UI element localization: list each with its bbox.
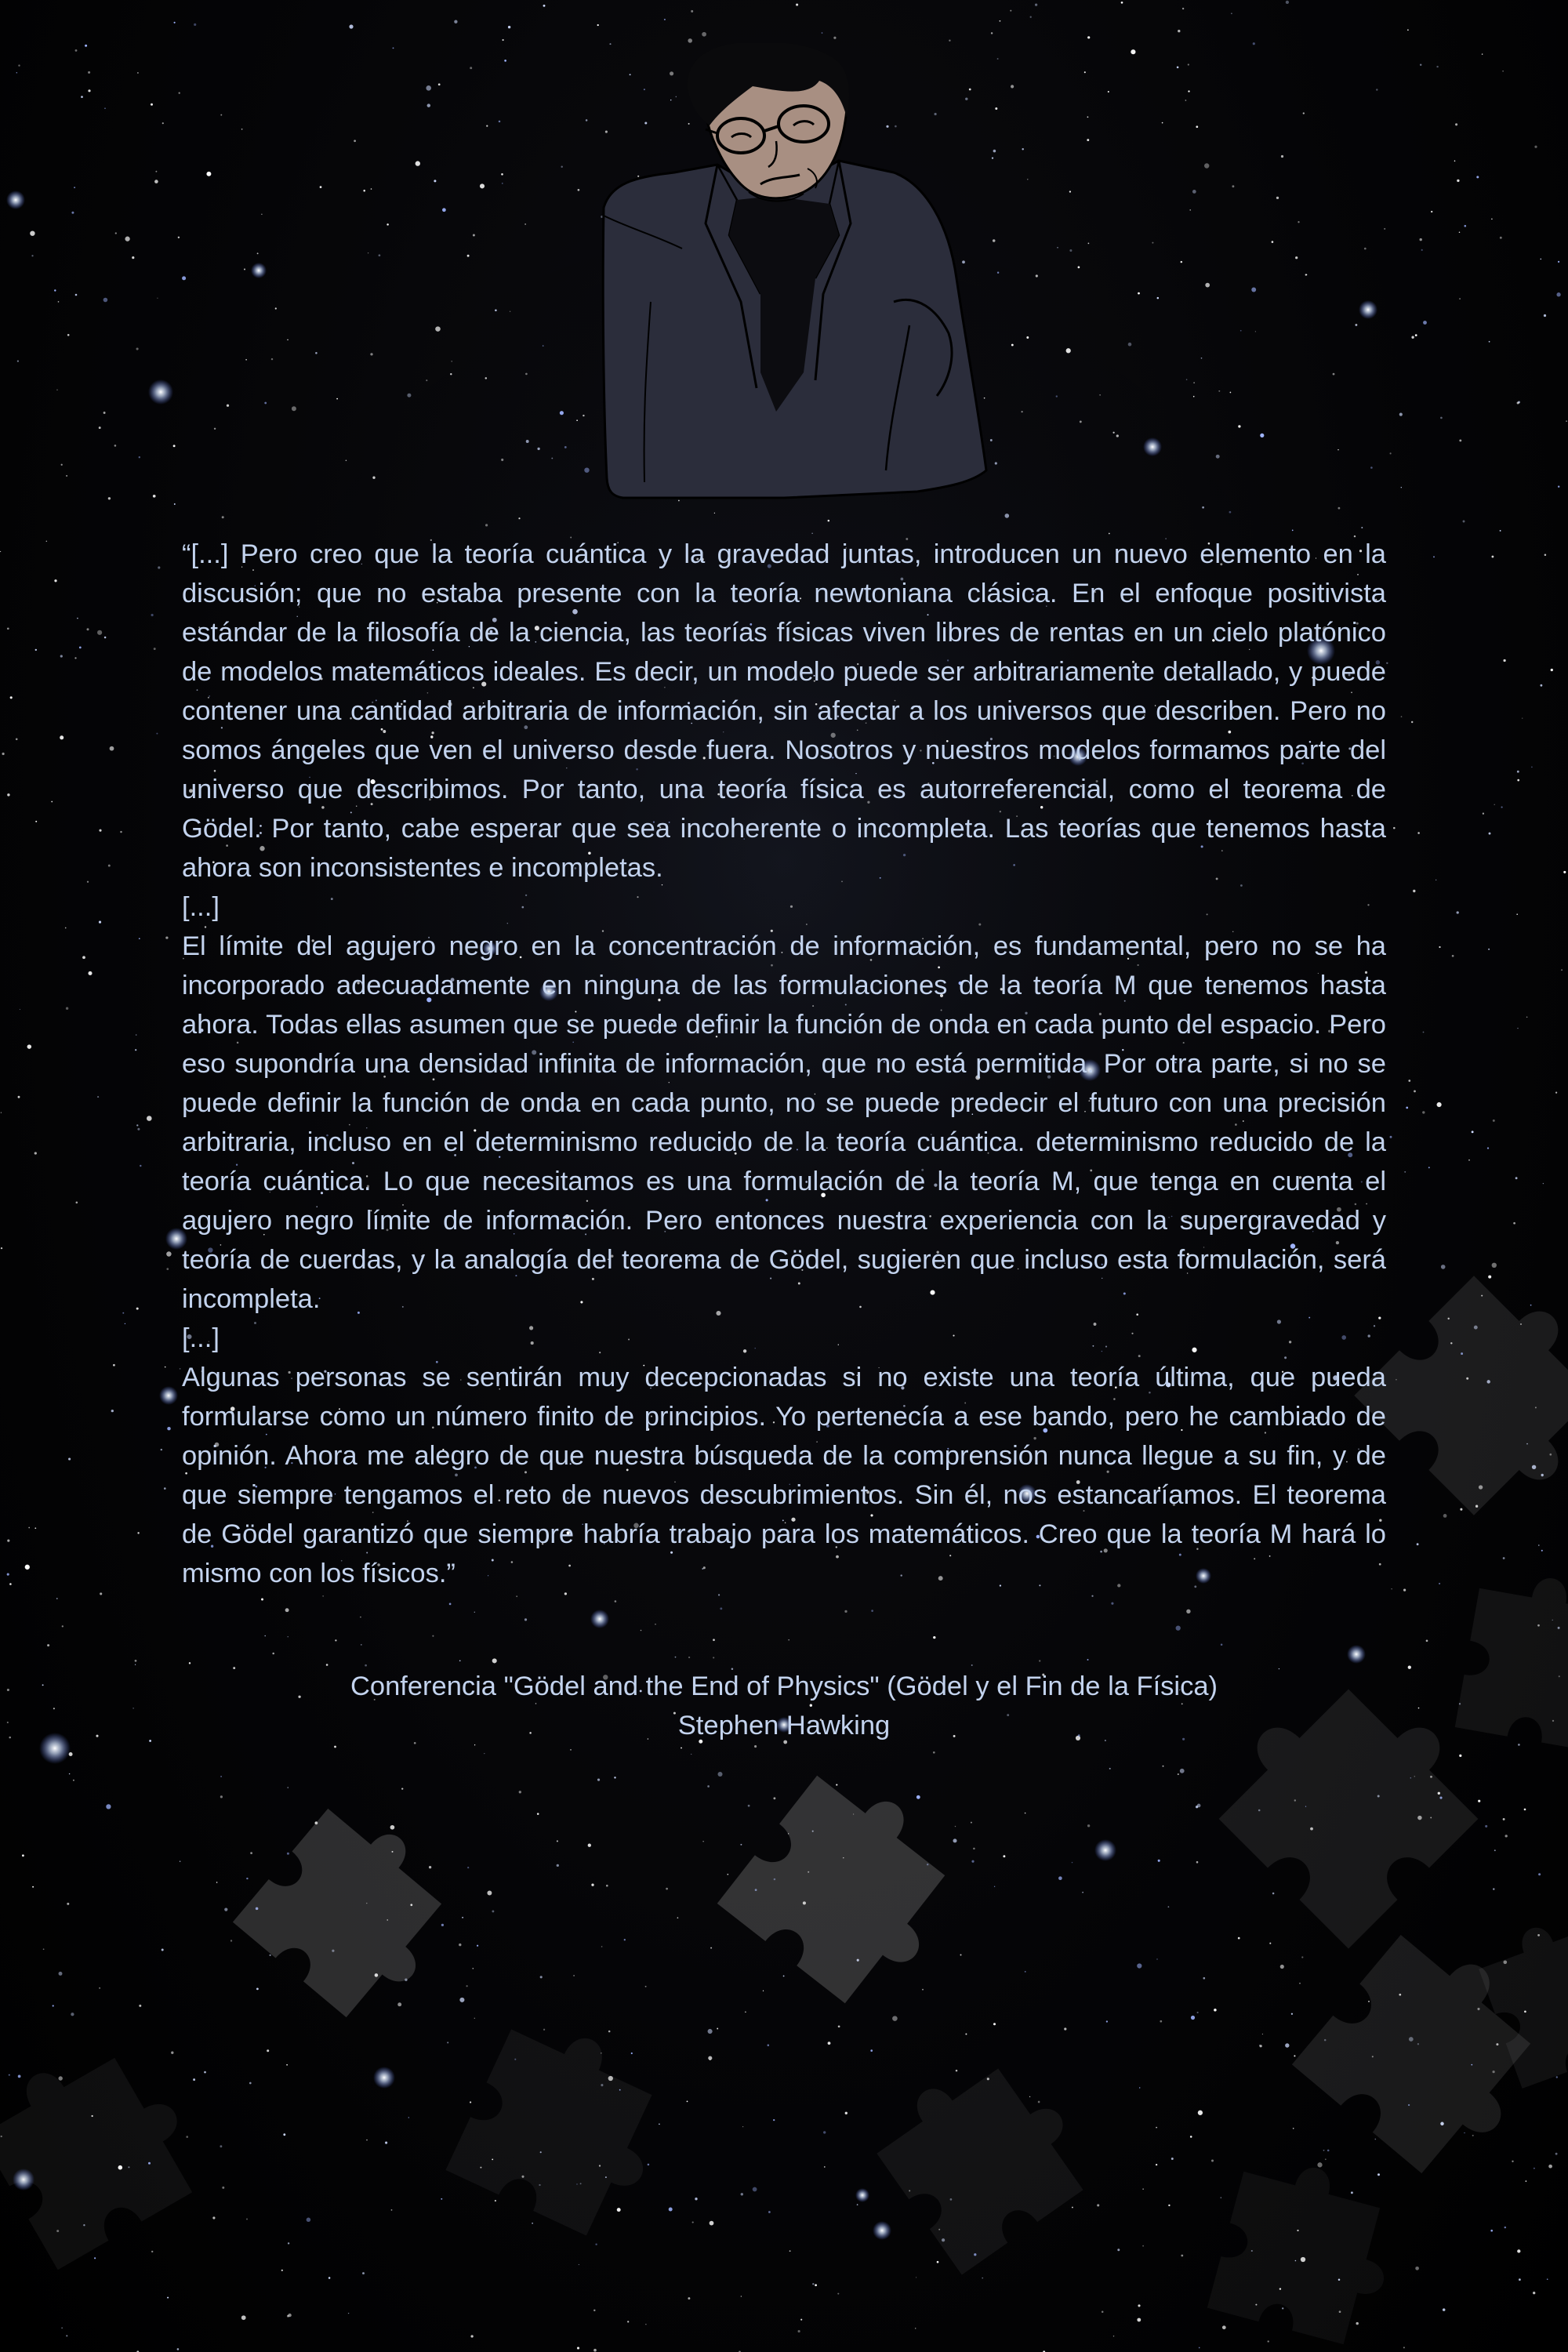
attribution-author: Stephen Hawking bbox=[677, 1711, 891, 1740]
stephen-hawking-illustration bbox=[580, 43, 988, 506]
attribution bbox=[182, 1667, 1386, 1745]
quote-ellipsis: [...] bbox=[182, 1323, 220, 1353]
puzzle-piece-icon bbox=[445, 2007, 684, 2246]
quote-paragraph: “[...] Pero creo que la teoría cuántica y la gravedad juntas, introducen un nuevo elemento en la discusión; que no estaba presente con la teoría newtoniana clásica. En el enfoque positivista estándar de la filosofía de la ciencia, las teorías físicas viven libres de rentas en un cielo platónico de modelos matemáticos ideales. Es decir, un modelo puede ser arbitrariamente detallado, y puede contener una cantidad arbitraria de información, sin afectar a los universos que describen. Pero no somos ángeles que ven el universo desde fuera. Nosotros y nuestros modelos formamos parte del universo que describimos. Por tanto, una teoría física es autorreferencial, como el teorema de Gödel. Por tanto, cabe esperar que sea incoherente o incompleta. Las teorías que tenemos hasta ahora son inconsistentes e incompletas. bbox=[182, 539, 1386, 883]
quote-paragraph: El límite del agujero negro en la concentración de información, es fundamental, pero no se ha incorporado adecuadamente en ninguna de las formulaciones de la teoría M que tenemos hasta ahora. Todas ellas asumen que se puede definir la función de onda en cada punto del espacio. Pero eso supondría una densidad infinita de información, que no está permitida. Por otra parte, si no se puede definir la función de onda en cada punto, no se puede predecir el futuro con una precisión arbitraria, incluso en el determinismo reducido de la teoría cuántica. determinismo reducido de la teoría cuántica. Lo que necesitamos es una formulación de la teoría M, que tenga en cuenta el agujero negro límite de información. Pero entonces nuestra experiencia con la supergravedad y teoría de cuerdas, y la analogía del teorema de Gödel, sugieren que incluso esta formulación, será incompleta. bbox=[182, 931, 1386, 1314]
puzzle-piece-icon bbox=[1207, 2150, 1407, 2350]
puzzle-piece-icon bbox=[717, 1755, 982, 2020]
puzzle-piece-icon bbox=[1354, 1257, 1568, 1534]
puzzle-piece-icon bbox=[233, 1791, 474, 2032]
puzzle-piece-icon bbox=[1455, 1566, 1568, 1756]
quote-paragraph: Algunas personas se sentirán muy decepcionadas si no existe una teoría última, que pueda formularse como un número finito de principios. Yo pertenecía a ese bando, pero he cambiado de opinión. Ahora me alegro de que nuestra búsqueda de la comprensión nunca llegue a su fin, y de que siempre tengamos el reto de nuevos descubrimientos. Sin él, nos estancaríamos. El teorema de Gödel garantizó que siempre habría trabajo para los matemáticos. Creo que la teoría M hará lo mismo con los físicos.” bbox=[182, 1363, 1386, 1588]
puzzle-piece-icon bbox=[863, 2036, 1102, 2275]
quote-block bbox=[182, 535, 1386, 1593]
puzzle-piece-icon bbox=[0, 2024, 213, 2270]
attribution-event: Conferencia "Gödel and the End of Physics" (Gödel y el Fin de la Física) bbox=[350, 1671, 1218, 1701]
quote-ellipsis: [...] bbox=[182, 892, 220, 922]
